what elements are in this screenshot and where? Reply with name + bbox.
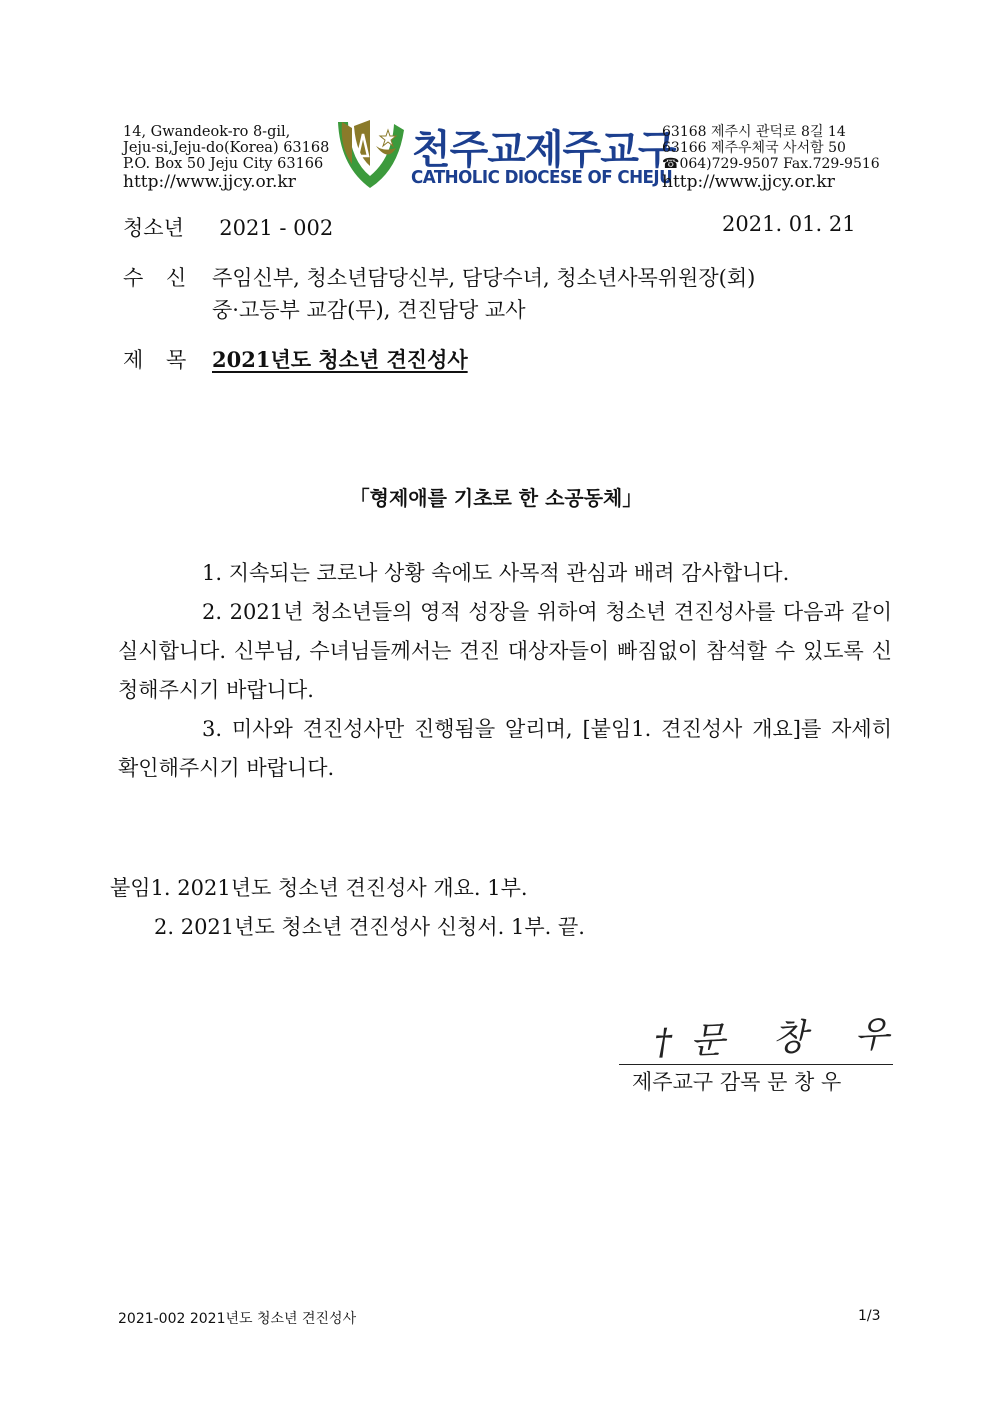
- address-line: 63166 제주우체국 사서함 50: [662, 140, 846, 156]
- handwritten-signature: †문 창 우: [653, 1013, 908, 1064]
- subject-title: 2021년도 청소년 견진성사: [212, 347, 468, 372]
- website-link[interactable]: http://www.jjcy.or.kr: [662, 172, 835, 192]
- body-paragraph-1: 1. 지속되는 코로나 상황 속에도 사목적 관심과 배려 감사합니다.: [202, 561, 790, 585]
- subject-label: 제 목: [123, 348, 195, 372]
- letter-body: [118, 554, 892, 788]
- address-line: 14, Gwandeok-ro 8-gil,: [123, 124, 291, 140]
- footer-document-title: 2021-002 2021년도 청소년 견진성사: [118, 1311, 357, 1327]
- signature-line: [619, 1064, 893, 1065]
- body-paragraph-3: 3. 미사와 견진성사만 진행됨을 알리며, [붙임1. 견진성사 개요]를 자세히 확인해주시기 바랍니다.: [118, 717, 892, 780]
- org-name-korean: 천주교제주교구: [412, 127, 676, 173]
- diocese-logo-icon: [336, 118, 406, 190]
- recipients-line-2: 중·고등부 교감(무), 견진담당 교사: [212, 298, 526, 322]
- address-line: Jeju-si,Jeju-do(Korea) 63168: [123, 140, 330, 156]
- footer-page-number: 1/3: [858, 1308, 881, 1324]
- attachment-line-2: 2. 2021년도 청소년 견진성사 신청서. 1부. 끝.: [154, 915, 585, 939]
- recipient-label: 수 신: [123, 266, 195, 290]
- motto: 「형제애를 기초로 한 소공동체」: [349, 486, 643, 510]
- attachment-line-1: 붙임1. 2021년도 청소년 견진성사 개요. 1부.: [110, 876, 528, 900]
- address-line: 63168 제주시 관덕로 8길 14: [662, 124, 846, 140]
- address-line: P.O. Box 50 Jeju City 63166: [123, 156, 324, 172]
- korean-address: [662, 124, 880, 192]
- phone-fax: ☎064)729-9507 Fax.729-9516: [662, 156, 880, 172]
- org-name-english: CATHOLIC DIOCESE OF CHEJU: [411, 167, 673, 188]
- doc-number-label: 청소년: [123, 216, 184, 240]
- signatory-name: 제주교구 감목 문 창 우: [632, 1070, 842, 1094]
- doc-number-value: 2021 - 002: [219, 216, 334, 240]
- document-number: [123, 212, 333, 242]
- body-paragraph-2: 2. 2021년 청소년들의 영적 성장을 위하여 청소년 견진성사를 다음과 같이 실시합니다. 신부님, 수녀님들께서는 견진 대상자들이 빠짐없이 참석할 수 있도록 신청해주시기 바랍니다.: [118, 600, 892, 702]
- english-address: [123, 124, 329, 192]
- document-date: 2021. 01. 21: [722, 212, 856, 236]
- website-link[interactable]: http://www.jjcy.or.kr: [123, 172, 296, 192]
- recipients-line-1: 주임신부, 청소년담당신부, 담당수녀, 청소년사목위원장(회): [212, 266, 756, 290]
